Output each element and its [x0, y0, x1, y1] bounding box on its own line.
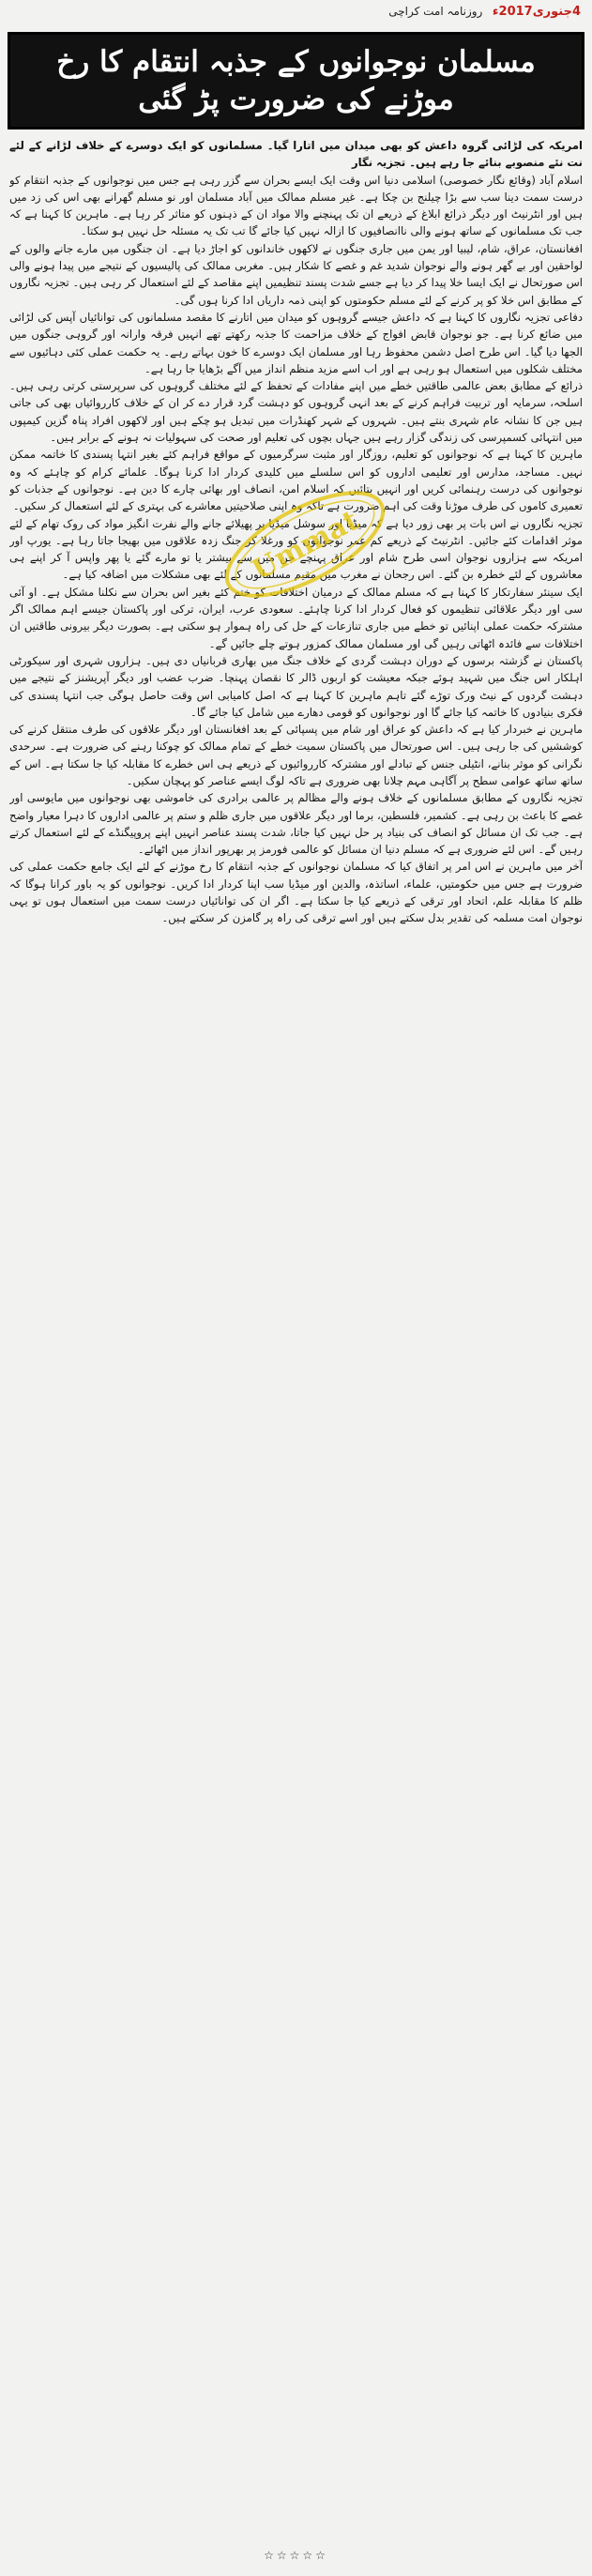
- article-paragraph: ماہرین کا کہنا ہے کہ نوجوانوں کو تعلیم، روزگار اور مثبت سرگرمیوں کے مواقع فراہم کئے بغیر انتہا پسندی کا خاتمہ ممکن نہیں۔ مساجد، مدارس اور تعلیمی اداروں کو اس سلسلے میں کلیدی کردار ادا کرنا ہوگا۔ علمائے کرام کو چاہئے کہ وہ نوجوانوں کی درست رہنمائی کریں اور انہیں بتائیں کہ اسلام امن، انصاف اور بھائی چارے کا دین ہے۔ نوجوانوں کے جذبات کو تعمیری کاموں کی طرف موڑنا وقت کی اہم ضرورت ہے تاکہ وہ اپنی صلاحیتیں معاشرے کی بہتری کے لئے استعمال کر سکیں۔: [9, 448, 583, 513]
- article-paragraph: دفاعی تجزیہ نگاروں کا کہنا ہے کہ داعش جیسے گروہوں کو میدان میں اتارنے کا مقصد مسلمانوں کی توانائیاں آپس کی لڑائی میں ضائع کرنا ہے۔ جو نوجوان قابض افواج کے خلاف مزاحمت کا جذبہ رکھتے تھے انہیں فرقہ وارانہ اور گروہی جنگوں میں الجھا دیا گیا۔ اس طرح اصل دشمن محفوظ رہا اور مسلمان ایک دوسرے کا خون بہاتے رہے۔ یہ حکمت عملی کئی دہائیوں سے مختلف شکلوں میں استعمال ہو رہی ہے اور اب اسے مزید منظم انداز میں آگے بڑھایا جا رہا ہے۔: [9, 310, 583, 375]
- article-body: [9, 137, 583, 2521]
- article-paragraph: تجزیہ نگاروں کے مطابق مسلمانوں کے خلاف ہونے والے مظالم پر عالمی برادری کی خاموشی بھی نوجوانوں میں مایوسی اور غصے کا باعث بن رہی ہے۔ کشمیر، فلسطین، برما اور دیگر علاقوں میں جاری ظلم و ستم پر عالمی اداروں کا دہرا معیار واضح ہے۔ جب تک ان مسائل کو انصاف کی بنیاد پر حل نہیں کیا جاتا، شدت پسند عناصر انہیں اپنے پروپیگنڈے کے لئے استعمال کرتے رہیں گے۔ اس لئے ضروری ہے کہ مسلم دنیا ان مسائل کو عالمی فورمز پر بھرپور انداز میں اٹھائے۔: [9, 791, 583, 857]
- dateline: [388, 4, 581, 20]
- article-paragraph: تجزیہ نگاروں نے اس بات پر بھی زور دیا ہے کہ میڈیا اور سوشل میڈیا پر پھیلائے جانے والے نفرت انگیز مواد کی روک تھام کے لئے موثر اقدامات کئے جائیں۔ انٹرنیٹ کے ذریعے کم عمر نوجوانوں کو ورغلا کر جنگ زدہ علاقوں میں بھیجا جاتا رہا ہے۔ یورپ اور امریکہ سے ہزاروں نوجوان اسی طرح شام اور عراق پہنچے جن میں سے بیشتر یا تو مارے گئے یا پھر واپس آ کر اپنے ہی معاشروں کے لئے خطرہ بن گئے۔ اس رجحان نے مغرب میں مقیم مسلمانوں کے لئے بھی مشکلات میں اضافہ کیا ہے۔: [9, 516, 583, 582]
- article-paragraph: اسلام آباد (وقائع نگار خصوصی) اسلامی دنیا اس وقت ایک ایسے بحران سے گزر رہی ہے جس میں نوجوانوں کے جذبہ انتقام کو درست سمت دینا سب سے بڑا چیلنج بن چکا ہے۔ غیر مسلم ممالک میں آباد مسلمان اور نو مسلم گھرانے بھی اس کی زد میں ہیں اور انٹرنیٹ اور دیگر ذرائع ابلاغ کے ذریعے ان تک پہنچنے والا مواد ان کے ذہنوں کو متاثر کر رہا ہے۔ ماہرین کا کہنا ہے کہ جب تک مسلمانوں کے ساتھ ہونے والی ناانصافیوں کا ازالہ نہیں کیا جائے گا تب تک یہ مسئلہ حل نہیں ہو سکتا۔: [9, 173, 583, 238]
- publication-date: 4جنوری2017ء: [492, 5, 581, 19]
- end-mark: ☆☆☆☆☆: [264, 2549, 328, 2562]
- article-paragraph: ماہرین نے خبردار کیا ہے کہ داعش کو عراق اور شام میں پسپائی کے بعد افغانستان اور دیگر علاقوں کی طرف منتقل کرنے کی کوششیں کی جا رہی ہیں۔ اس صورتحال میں پاکستان سمیت خطے کے تمام ممالک کو چوکنا رہنے کی ضرورت ہے۔ سرحدی نگرانی کو موثر بنانے، انٹیلی جنس کے تبادلے اور مشترکہ کارروائیوں کے ذریعے ہی اس خطرے کا مقابلہ کیا جا سکتا ہے۔ اس کے ساتھ ساتھ عوامی سطح پر آگاہی مہم چلانا بھی ضروری ہے تاکہ لوگ ایسے عناصر کو پہچان سکیں۔: [9, 723, 583, 787]
- article-lead: امریکہ کی لڑائی گروہ داعش کو بھی میدان میں اتارا گیا۔ مسلمانوں کو ایک دوسرے کے خلاف لڑانے کے لئے نت نئے منصوبے بنائے جا رہے ہیں۔ تجزیہ نگار: [9, 139, 583, 170]
- watermark-text: Ummat: [247, 504, 365, 587]
- article-paragraph: ذرائع کے مطابق بعض عالمی طاقتیں خطے میں اپنے مفادات کے تحفظ کے لئے مختلف گروہوں کی سرپرستی کرتی رہی ہیں۔ اسلحہ، سرمایہ اور تربیت فراہم کرنے کے بعد انہی گروہوں کو دہشت گرد قرار دے کر ان کے خلاف کارروائیاں بھی کی جاتی ہیں جن کا نشانہ عام شہری بنتے ہیں۔ شہروں کے شہر کھنڈرات میں تبدیل ہو چکے ہیں اور لاکھوں افراد پناہ گزین کیمپوں میں انتہائی کسمپرسی کی زندگی گزار رہے ہیں جہاں بچوں کی تعلیم اور صحت کی سہولیات نہ ہونے کے برابر ہیں۔: [9, 379, 583, 445]
- article-paragraph: ایک سینئر سفارتکار کا کہنا ہے کہ مسلم ممالک کے درمیان اختلافات کو ختم کئے بغیر اس بحران سے نکلنا مشکل ہے۔ او آئی سی اور دیگر علاقائی تنظیموں کو فعال کردار ادا کرنا چاہئے۔ سعودی عرب، ایران، ترکی اور پاکستان جیسے اہم ممالک اگر مشترکہ حکمت عملی اپنائیں تو خطے میں جاری تنازعات کے حل کی راہ ہموار ہو سکتی ہے۔ بصورت دیگر بیرونی طاقتیں ان اختلافات سے فائدہ اٹھاتی رہیں گی اور مسلمان ممالک کمزور ہوتے چلے جائیں گے۔: [9, 585, 583, 650]
- article-paragraph: پاکستان نے گزشتہ برسوں کے دوران دہشت گردی کے خلاف جنگ میں بھاری قربانیاں دی ہیں۔ ہزاروں شہری اور سیکورٹی اہلکار اس جنگ میں شہید ہوئے جبکہ معیشت کو اربوں ڈالر کا نقصان پہنچا۔ ضرب عضب اور دیگر آپریشنز کے نتیجے میں دہشت گردوں کے نیٹ ورک توڑے گئے تاہم ماہرین کا کہنا ہے کہ اصل کامیابی اس وقت حاصل ہوگی جب انتہا پسندی کی فکری بنیادوں کا خاتمہ کیا جائے گا اور نوجوانوں کو قومی دھارے میں شامل کیا جائے گا۔: [9, 653, 583, 719]
- article-paragraph: آخر میں ماہرین نے اس امر پر اتفاق کیا کہ مسلمان نوجوانوں کے جذبہ انتقام کا رخ موڑنے کے لئے ایک جامع حکمت عملی کی ضرورت ہے جس میں حکومتیں، علماء، اساتذہ، والدین اور میڈیا سب اپنا کردار ادا کریں۔ نوجوانوں کو یہ باور کرانا ہوگا کہ ظلم کا مقابلہ علم، اتحاد اور ترقی کے ذریعے کیا جا سکتا ہے۔ اگر ان کی توانائیاں درست سمت میں استعمال ہوں تو یہی نوجوان امت مسلمہ کی تقدیر بدل سکتے ہیں اور اسے ترقی کی راہ پر گامزن کر سکتے ہیں۔: [9, 860, 583, 925]
- article-paragraph: افغانستان، عراق، شام، لیبیا اور یمن میں جاری جنگوں نے لاکھوں خاندانوں کو اجاڑ دیا ہے۔ ان جنگوں میں مارے جانے والوں کے لواحقین اور بے گھر ہونے والے نوجوان شدید غم و غصے کا شکار ہیں۔ مغربی ممالک کی پالیسیوں کے نتیجے میں پیدا ہونے والی اس صورتحال نے ایک ایسا خلا پیدا کر دیا ہے جسے شدت پسند تنظیمیں اپنے مقاصد کے لئے استعمال کر رہی ہیں۔ تجزیہ نگاروں کے مطابق اس خلا کو پر کرنے کے لئے مسلم حکومتوں کو اپنی ذمہ داریاں ادا کرنا ہوں گی۔: [9, 241, 583, 307]
- headline: مسلمان نوجوانوں کے جذبہ انتقام کا رخ موڑنے کی ضرورت پڑ گئی: [8, 32, 584, 130]
- newspaper-name: روزنامہ امت کراچی: [388, 5, 483, 18]
